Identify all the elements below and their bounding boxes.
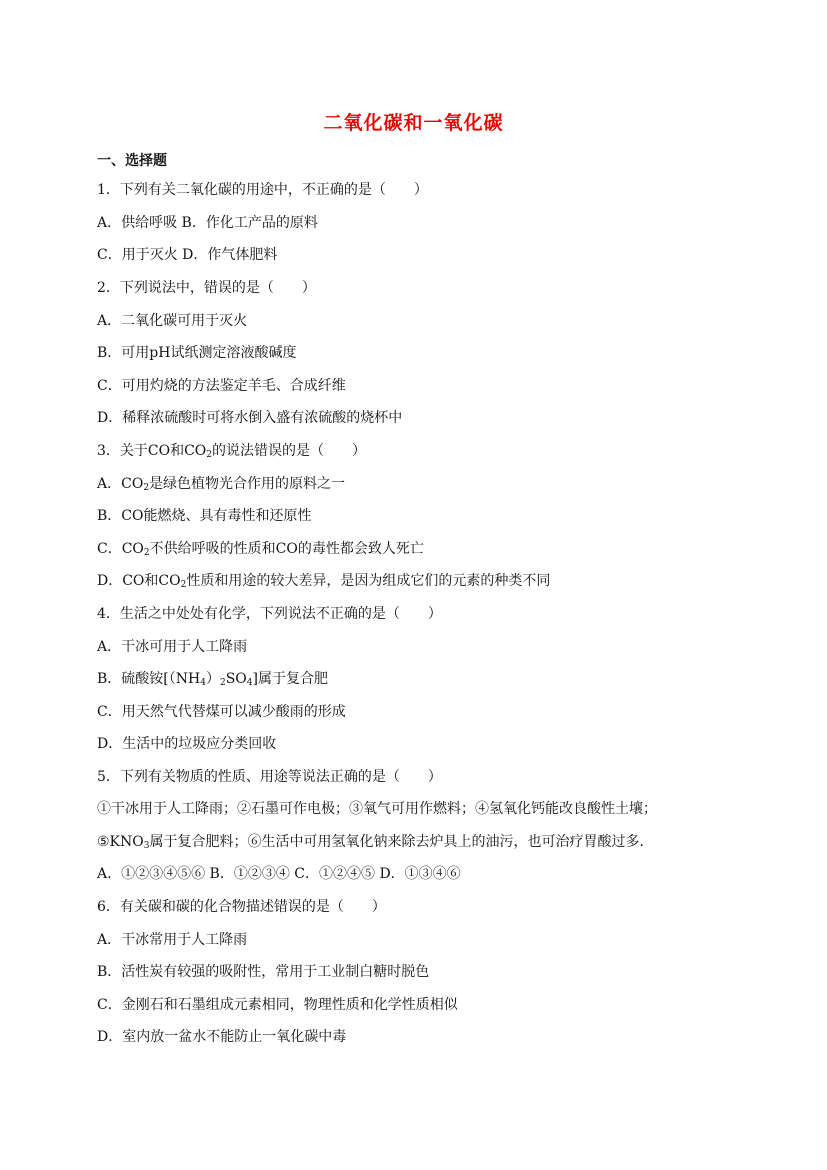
question-4-stem: 4．生活之中处处有化学，下列说法不正确的是（ ） (97, 606, 442, 622)
question-6-option-a: A．干冰常用于人工降雨 (97, 932, 248, 948)
question-3-option-c (97, 540, 424, 558)
question-3-stem (97, 442, 366, 460)
section-heading: 一、选择题 (97, 153, 167, 169)
question-5-statements-line-1: ①干冰用于人工降雨；②石墨可作电极；③氧气可用作燃料；④氢氧化钙能改良酸性土壤； (97, 801, 657, 817)
question-3-stem-pre: 3．关于CO和CO (97, 443, 207, 459)
question-4-option-b (97, 670, 328, 688)
question-1-options-cd: C．用于灭火 D．作气体肥料 (97, 247, 278, 263)
question-6-option-c: C．金刚石和石墨组成元素相同，物理性质和化学性质相似 (97, 997, 458, 1013)
question-5-stem: 5．下列有关物质的性质、用途等说法正确的是（ ） (97, 769, 442, 785)
question-4-option-b-sub2: 2 (219, 678, 226, 688)
question-3-option-d (97, 572, 550, 590)
question-4-option-b-sub3: 4 (246, 678, 253, 688)
question-5-line-2-pre: ⑤KNO (97, 834, 144, 850)
question-5-options: A．①②③④⑤⑥ B．①②③④ C．①②④⑤ D．①③④⑥ (97, 866, 461, 882)
question-3-option-a-pre: A．CO (97, 476, 144, 492)
question-5-line-2-post: 属于复合肥料；⑥生活中可用氢氧化钠来除去炉具上的油污，也可治疗胃酸过多． (149, 834, 654, 850)
question-3-option-d-sub: 2 (180, 580, 187, 590)
question-2-option-d: D．稀释浓硫酸时可将水倒入盛有浓硫酸的烧杯中 (97, 410, 403, 426)
question-3-option-d-pre: D．CO和CO (97, 573, 181, 589)
question-3-option-c-post: 不供给呼吸的性质和CO的毒性都会致人死亡 (149, 541, 424, 557)
question-4-option-b-mid: ） (205, 671, 220, 687)
question-4-option-b-sub1: 4 (200, 678, 206, 688)
question-4-option-a: A．干冰可用于人工降雨 (97, 639, 248, 655)
question-2-stem: 2．下列说法中，错误的是（ ） (97, 280, 316, 296)
question-4-option-b-mid2: SO (225, 671, 247, 687)
question-2-option-a: A．二氧化碳可用于灭火 (97, 313, 248, 329)
question-1-options-ab: A．供给呼吸 B．作化工产品的原料 (97, 215, 318, 231)
question-2-option-c: C．可用灼烧的方法鉴定羊毛、合成纤维 (97, 378, 346, 394)
question-3-stem-post: 的说法错误的是（ ） (212, 443, 367, 459)
question-4-option-d: D．生活中的垃圾应分类回收 (97, 736, 277, 752)
question-3-option-a (97, 475, 345, 493)
question-3-option-a-sub: 2 (143, 483, 150, 493)
page-title: 二氧化碳和一氧化碳 (323, 112, 504, 134)
question-5-line-2-sub: 3 (143, 841, 150, 851)
question-3-option-d-post: 性质和用途的较大差异，是因为组成它们的元素的种类不同 (186, 573, 551, 589)
question-4-option-b-pre: B．硫酸铵[（NH (97, 671, 201, 687)
question-6-option-b: B．活性炭有较强的吸附性，常用于工业制白糖时脱色 (97, 964, 430, 980)
question-1-stem: 1．下列有关二氧化碳的用途中，不正确的是（ ） (97, 182, 428, 198)
question-3-option-c-sub: 2 (143, 548, 150, 558)
question-3-stem-sub: 2 (206, 450, 213, 460)
question-3-option-b: B．CO能燃烧、具有毒性和还原性 (97, 508, 312, 524)
question-4-option-c: C．用天然气代替煤可以减少酸雨的形成 (97, 704, 346, 720)
question-6-stem: 6．有关碳和碳的化合物描述错误的是（ ） (97, 899, 386, 915)
question-4-option-b-post: ]属于复合肥 (252, 671, 328, 687)
question-2-option-b: B．可用pH试纸测定溶液酸碱度 (97, 345, 297, 361)
question-3-option-c-pre: C．CO (97, 541, 144, 557)
question-5-statements-line-2 (97, 833, 653, 851)
question-6-option-d: D．室内放一盆水不能防止一氧化碳中毒 (97, 1029, 347, 1045)
question-3-option-a-post: 是绿色植物光合作用的原料之一 (149, 476, 346, 492)
